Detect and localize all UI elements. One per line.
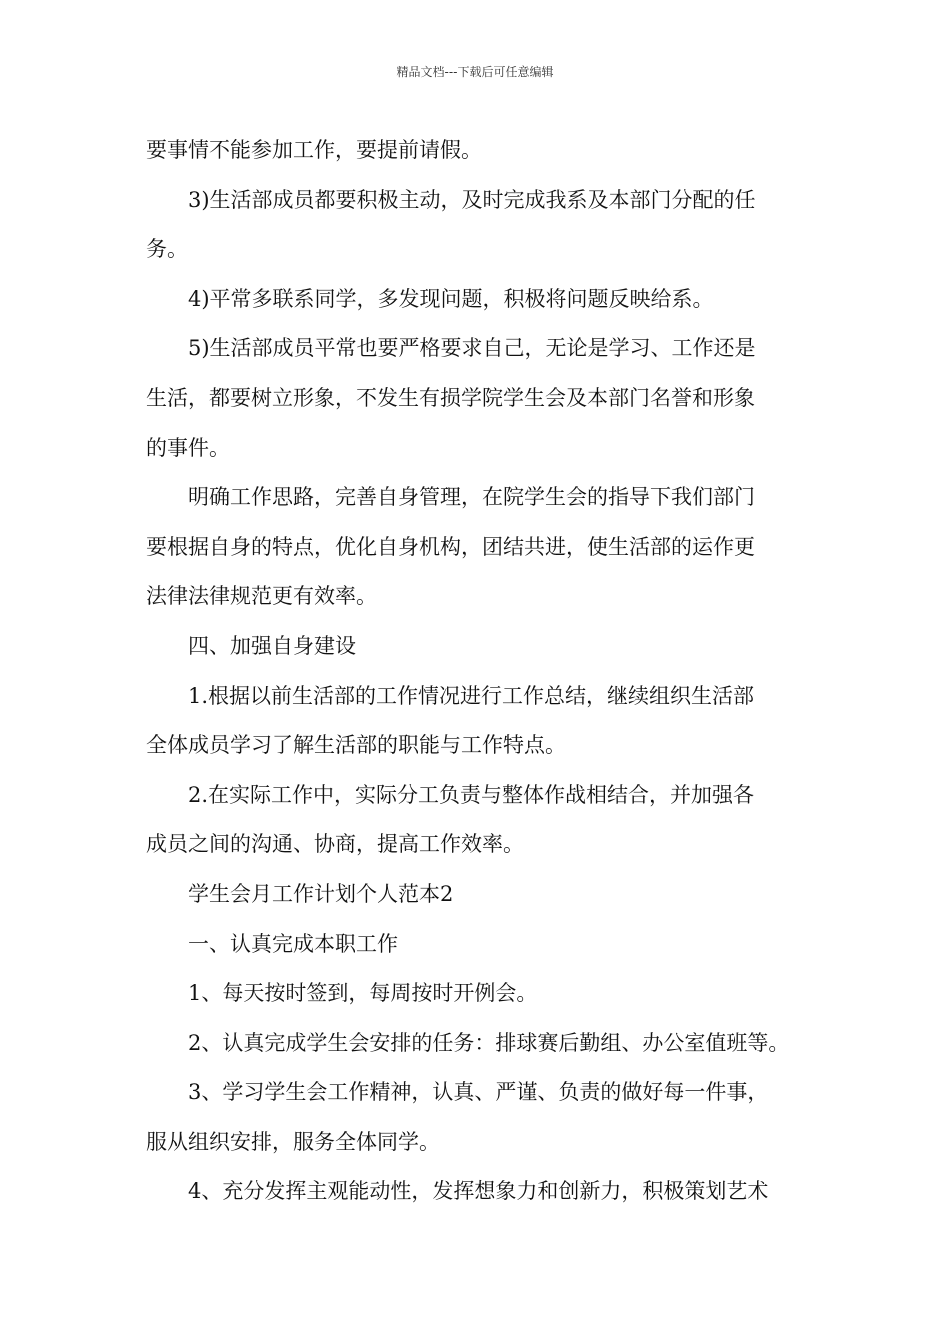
text-line: 明确工作思路，完善自身管理，在院学生会的指导下我们部门 bbox=[188, 485, 755, 510]
page-header: 精品文档---下载后可任意编辑 bbox=[396, 65, 554, 79]
text-line: 要根据自身的特点，优化自身机构，团结共进，使生活部的运作更 bbox=[146, 534, 755, 559]
text-line: 要事情不能参加工作，要提前请假。 bbox=[146, 138, 482, 162]
text-line: 务。 bbox=[146, 237, 188, 262]
text-line: 3、学习学生会工作精神，认真、严谨、负责的做好每一件事， bbox=[188, 1080, 769, 1105]
text-line: 1、每天按时签到，每周按时开例会。 bbox=[188, 981, 538, 1006]
section-heading: 四、加强自身建设 bbox=[188, 633, 356, 658]
text-line: 法律法律规范更有效率。 bbox=[146, 584, 377, 609]
text-line: 5)生活部成员平常也要严格要求自己，无论是学习、工作还是 bbox=[188, 336, 756, 361]
text-line: 2、认真完成学生会安排的任务：排球赛后勤组、办公室值班等。 bbox=[188, 1030, 790, 1055]
text-line: 3)生活部成员都要积极主动，及时完成我系及本部门分配的任 bbox=[188, 187, 756, 212]
document-body bbox=[146, 126, 810, 1217]
text-line: 4、充分发挥主观能动性，发挥想象力和创新力，积极策划艺术 bbox=[188, 1179, 769, 1204]
text-line: 4)平常多联系同学，多发现问题，积极将问题反映给系。 bbox=[188, 286, 714, 311]
text-line: 全体成员学习了解生活部的职能与工作特点。 bbox=[146, 733, 566, 758]
document-title: 学生会月工作计划个人范本2 bbox=[188, 881, 454, 906]
text-line: 生活，都要树立形象，不发生有损学院学生会及本部门名誉和形象 bbox=[146, 385, 755, 410]
text-line: 2.在实际工作中，实际分工负责与整体作战相结合，并加强各 bbox=[188, 782, 755, 807]
section-heading: 一、认真完成本职工作 bbox=[188, 931, 398, 956]
text-line: 1.根据以前生活部的工作情况进行工作总结，继续组织生活部 bbox=[188, 683, 755, 708]
text-line: 的事件。 bbox=[146, 435, 230, 460]
text-line: 成员之间的沟通、协商，提高工作效率。 bbox=[146, 832, 524, 857]
text-line: 服从组织安排，服务全体同学。 bbox=[146, 1129, 440, 1154]
